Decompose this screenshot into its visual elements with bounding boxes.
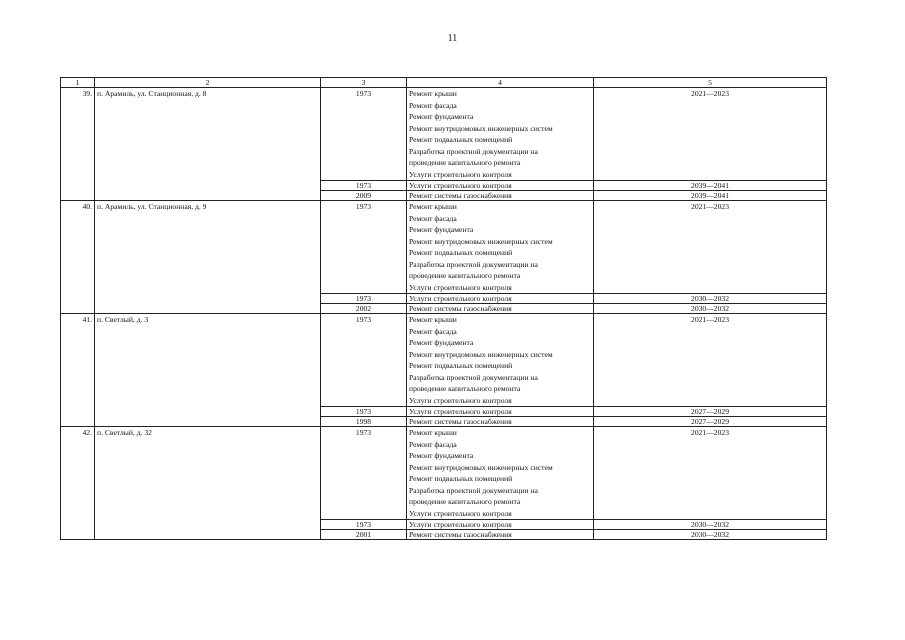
work-item: Ремонт фасада bbox=[409, 439, 457, 449]
commission-year: 1973 bbox=[321, 407, 407, 417]
work-item: Ремонт фундамента bbox=[409, 338, 474, 347]
commission-year: 1973 bbox=[321, 427, 407, 520]
work-item: Услуги строительного контроля bbox=[409, 169, 512, 179]
works-list bbox=[407, 314, 594, 407]
work-item: Ремонт фундамента bbox=[409, 451, 474, 460]
building-address: п. Светлый, д. 32 bbox=[95, 427, 321, 540]
work-item: Ремонт подвальных помещений bbox=[409, 248, 513, 257]
column-number-cell: 2 bbox=[95, 78, 321, 88]
work-item: проведение капитального ремонта bbox=[409, 158, 521, 167]
work-item: Ремонт системы газоснабжения bbox=[407, 530, 594, 540]
repair-period: 2039—2041 bbox=[594, 181, 827, 191]
commission-year: 1998 bbox=[321, 417, 407, 427]
work-item: Разработка проектной документации на bbox=[409, 485, 538, 495]
work-item: Ремонт фундамента bbox=[409, 225, 474, 234]
repair-period: 2021—2023 bbox=[594, 427, 827, 520]
work-item: Ремонт фасада bbox=[409, 326, 457, 336]
repair-period: 2030—2032 bbox=[594, 530, 827, 540]
repair-plan-table bbox=[60, 77, 827, 540]
work-item: Услуги строительного контроля bbox=[407, 407, 594, 417]
work-item: Ремонт крыши bbox=[409, 202, 457, 211]
work-item: Ремонт подвальных помещений bbox=[409, 361, 513, 370]
repair-period: 2021—2023 bbox=[594, 314, 827, 407]
repair-period: 2027—2029 bbox=[594, 417, 827, 427]
repair-period: 2030—2032 bbox=[594, 520, 827, 530]
work-item: Ремонт подвальных помещений bbox=[409, 135, 513, 144]
commission-year: 2002 bbox=[321, 304, 407, 314]
repair-period: 2030—2032 bbox=[594, 304, 827, 314]
column-number-row bbox=[61, 78, 827, 88]
building-address: п. Арамиль, ул. Станционная, д. 9 bbox=[95, 201, 321, 314]
work-item: Разработка проектной документации на bbox=[409, 259, 538, 269]
work-item: Услуги строительного контроля bbox=[407, 181, 594, 191]
work-item: Разработка проектной документации на bbox=[409, 146, 538, 156]
work-item: Услуги строительного контроля bbox=[407, 294, 594, 304]
building-address: п. Арамиль, ул. Станционная, д. 8 bbox=[95, 88, 321, 201]
work-item: Услуги строительного контроля bbox=[409, 508, 512, 518]
commission-year: 2001 bbox=[321, 530, 407, 540]
work-item: Услуги строительного контроля bbox=[409, 395, 512, 405]
page-number: 11 bbox=[447, 33, 458, 44]
works-list bbox=[407, 201, 594, 294]
work-item: Ремонт подвальных помещений bbox=[409, 474, 513, 483]
work-item: Ремонт внутридомовых инженерных систем bbox=[409, 349, 553, 359]
column-number-cell: 4 bbox=[407, 78, 594, 88]
table-row bbox=[61, 314, 827, 407]
work-item: Ремонт внутридомовых инженерных систем bbox=[409, 236, 553, 246]
table-row bbox=[61, 201, 827, 294]
repair-period: 2027—2029 bbox=[594, 407, 827, 417]
work-item: Ремонт внутридомовых инженерных систем bbox=[409, 462, 553, 472]
work-item: Услуги строительного контроля bbox=[409, 282, 512, 292]
commission-year: 1973 bbox=[321, 314, 407, 407]
work-item: проведение капитального ремонта bbox=[409, 271, 521, 280]
row-number: 39. bbox=[61, 88, 95, 201]
work-item: Ремонт фундамента bbox=[409, 112, 474, 121]
commission-year: 1973 bbox=[321, 294, 407, 304]
table-body bbox=[61, 78, 827, 540]
commission-year: 1973 bbox=[321, 520, 407, 530]
work-item: Ремонт крыши bbox=[409, 428, 457, 437]
works-list bbox=[407, 88, 594, 181]
work-item: проведение капитального ремонта bbox=[409, 497, 521, 506]
column-number-cell: 3 bbox=[321, 78, 407, 88]
work-item: проведение капитального ремонта bbox=[409, 384, 521, 393]
work-item: Ремонт крыши bbox=[409, 315, 457, 324]
commission-year: 1973 bbox=[321, 181, 407, 191]
work-item: Разработка проектной документации на bbox=[409, 372, 538, 382]
column-number-cell: 5 bbox=[594, 78, 827, 88]
repair-period: 2021—2023 bbox=[594, 88, 827, 181]
repair-period: 2030—2032 bbox=[594, 294, 827, 304]
row-number: 42. bbox=[61, 427, 95, 540]
works-list bbox=[407, 427, 594, 520]
row-number: 40. bbox=[61, 201, 95, 314]
work-item: Ремонт системы газоснабжения bbox=[407, 417, 594, 427]
commission-year: 1973 bbox=[321, 88, 407, 181]
work-item: Ремонт фасада bbox=[409, 213, 457, 223]
work-item: Ремонт крыши bbox=[409, 89, 457, 98]
work-item: Ремонт фасада bbox=[409, 100, 457, 110]
table-row bbox=[61, 427, 827, 520]
commission-year: 2009 bbox=[321, 191, 407, 201]
work-item: Ремонт внутридомовых инженерных систем bbox=[409, 123, 553, 133]
work-item: Ремонт системы газоснабжения bbox=[407, 304, 594, 314]
row-number: 41. bbox=[61, 314, 95, 427]
work-item: Ремонт системы газоснабжения bbox=[407, 191, 594, 201]
repair-period: 2039—2041 bbox=[594, 191, 827, 201]
work-item: Услуги строительного контроля bbox=[407, 520, 594, 530]
commission-year: 1973 bbox=[321, 201, 407, 294]
column-number-cell: 1 bbox=[61, 78, 95, 88]
building-address: п. Светлый, д. 3 bbox=[95, 314, 321, 427]
repair-period: 2021—2023 bbox=[594, 201, 827, 294]
table-row bbox=[61, 88, 827, 181]
